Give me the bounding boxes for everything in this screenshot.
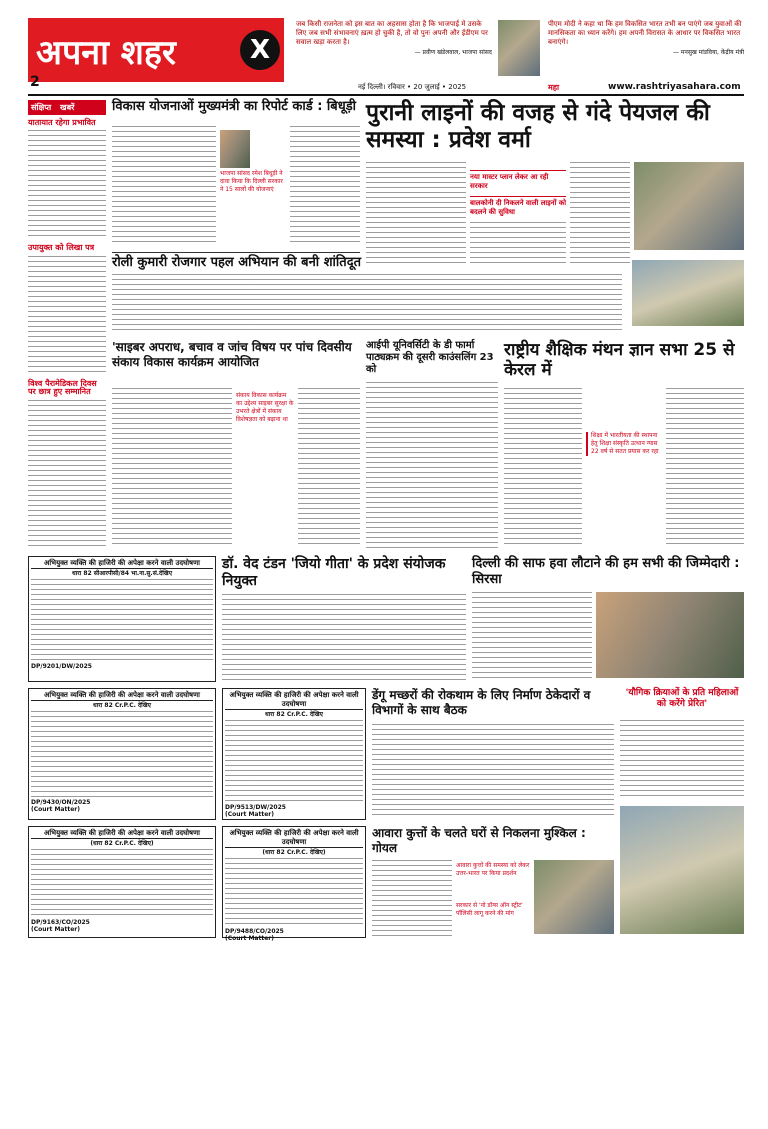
notice-2-court: (Court Matter)	[31, 806, 80, 813]
sidebar-item-3-title: विश्व पैरामेडिकल दिवस पर छात्र हुए सम्मानित	[28, 378, 97, 397]
story-dogs-photo	[534, 860, 614, 934]
story-cyber-body-2	[298, 388, 360, 548]
story-roli	[112, 256, 744, 336]
sidebar-item-1-body	[28, 130, 106, 240]
quote-left	[296, 20, 492, 78]
story-yoga-headline: 'यौगिक क्रियाओं के प्रति महिलाओं को करेंगे प्रेरित'	[625, 688, 739, 709]
story-bidhuri-quote-box	[220, 130, 286, 230]
notice-4-section: (धारा 82 Cr.P.C. देखिए)	[90, 840, 154, 847]
story-tandon-headline: डॉ. वेद टंडन 'जियो गीता' के प्रदेश संयोजक नियुक्त	[222, 556, 446, 589]
story-yoga-photo	[620, 806, 744, 934]
story-verma-sub2: बालकोनी दी निकलने वाली लाइनों को बदलने की सुविधा	[470, 196, 566, 217]
dateline-bar	[28, 82, 744, 96]
story-tandon-body	[222, 594, 466, 680]
story-bidhuri-body-1	[112, 126, 216, 246]
story-kerala-quote: शिक्षा में भारतीयता की स्थापना हेतु शिक्षा संस्कृति उत्थान न्यास 22 वर्ष से सतत प्रयास कर रहा	[586, 432, 662, 456]
story-sirsa-photo	[596, 592, 744, 678]
story-sirsa	[472, 556, 744, 682]
story-cyber-quote: संकाय विकास कार्यक्रम का उद्देश्य साइबर सुरक्षा के उभरते क्षेत्रों में संकाय विशेषज्ञता को बढ़ाना था	[236, 392, 294, 423]
sidebar-label-2: खबरें	[60, 103, 75, 112]
quote-right	[548, 20, 744, 78]
dateline: नई दिल्ली। रविवार • 20 जुलाई • 2025	[358, 83, 467, 91]
story-roli-headline: रोली कुमारी रोजगार पहल अभियान की बनी शांतिदूत	[112, 255, 362, 270]
story-kerala-body-1	[504, 388, 582, 548]
notice-4-ref: DP/9163/CO/2025	[31, 919, 90, 926]
story-ipu-body	[366, 382, 498, 548]
story-yoga-body	[620, 720, 744, 800]
story-dogs-quote2: सरकार से 'नो डॉग्स ऑन स्ट्रीट' पॉलिसी लागू करने की मांग	[456, 902, 523, 917]
notice-4-body	[31, 849, 213, 919]
notice-1	[28, 556, 216, 682]
notice-4-court: (Court Matter)	[31, 926, 80, 933]
notice-3-title: अभियुक्त व्यक्ति की हाजिरी की अपेक्षा करने वाली उदघोषणा	[225, 691, 363, 710]
story-dogs	[372, 826, 614, 938]
sidebar-item-3-body	[28, 400, 106, 550]
story-ipu-headline: आईपी यूनिवर्सिटी के डी फार्मा पाठ्यक्रम की दूसरी काउंसलिंग 23 को	[366, 340, 494, 375]
sidebar-item-2-body	[28, 256, 106, 376]
notice-3-body	[225, 720, 363, 804]
story-verma	[366, 100, 744, 268]
story-roli-body	[112, 274, 622, 334]
story-kerala	[504, 340, 744, 552]
story-dogs-headline: आवारा कुत्तों के चलते घरों से निकलना मुश्किल : गोयल	[372, 826, 586, 855]
story-ipu	[366, 340, 498, 552]
sidebar-label-1: संक्षिप्त	[31, 103, 52, 112]
quote-right-attr: — मनसुख मांडविया, केंद्रीय मंत्री	[673, 49, 744, 56]
sidebar	[28, 100, 106, 548]
notice-5	[222, 826, 366, 942]
story-cyber-headline: 'साइबर अपराध, बचाव व जांच विषय पर पांच दिवसीय संकाय विकास कार्यक्रम आयोजित	[112, 340, 352, 369]
notice-4-title: अभियुक्त व्यक्ति की हाजिरी की अपेक्षा करने वाली उदघोषणा	[31, 829, 213, 839]
story-verma-headline: पुरानी लाइनों की वजह से गंदे पेयजल की समस्या : प्रवेश वर्मा	[366, 100, 710, 153]
bidhuri-photo	[220, 130, 250, 168]
story-kerala-headline: राष्ट्रीय शैक्षिक मंथन ज्ञान सभा 25 से केरल में	[504, 340, 735, 380]
story-dengue-headline: डेंगू मच्छरों की रोकथाम के लिए निर्माण ठेकेदारों व विभागों के साथ बैठक	[372, 688, 591, 717]
brand: महा	[548, 83, 560, 92]
notice-2-section: धारा 82 Cr.P.C. देखिए	[93, 702, 151, 709]
notice-2-ref: DP/9430/ON/2025	[31, 799, 91, 806]
story-sirsa-headline: दिल्ली की साफ हवा लौटाने की हम सभी की जिम्मेदारी : सिरसा	[472, 556, 740, 587]
sidebar-item-2-title: उपायुक्त को लिखा पत्र	[28, 243, 95, 253]
story-bidhuri-body-2	[290, 126, 360, 246]
story-roli-photo	[632, 260, 744, 326]
notice-2	[28, 688, 216, 820]
notice-2-body	[31, 711, 213, 799]
story-bidhuri-headline: विकास योजनाओं मुख्यमंत्री का रिपोर्ट कार्ड : बिधूड़ी	[112, 99, 357, 114]
story-bidhuri	[112, 100, 360, 250]
quote-left-attr: — प्रवीण खंडेलवाल, भाजपा सांसद	[414, 49, 492, 56]
story-verma-body-1	[366, 162, 466, 266]
notice-5-court: (Court Matter)	[225, 935, 274, 942]
notice-1-ref: DP/9201/DW/2025	[31, 663, 92, 670]
website: www.rashtriyasahara.com	[608, 82, 741, 92]
story-yoga	[620, 688, 744, 938]
story-bidhuri-quote: भाजपा सांसद रमेश बिधूड़ी ने दावा किया कि दिल्ली सरकार ने 15 सालों की योजनाएं	[220, 170, 283, 193]
notice-2-title: अभियुक्त व्यक्ति की हाजिरी की अपेक्षा करने वाली उदघोषणा	[31, 691, 213, 701]
notice-3-court: (Court Matter)	[225, 811, 274, 818]
story-cyber-body-1	[112, 388, 232, 548]
story-verma-photo	[634, 162, 744, 250]
notice-1-title: अभियुक्त व्यक्ति की हाजिरी की अपेक्षा करने वाली उदघोषणा	[31, 559, 213, 569]
sidebar-item-1-title: यातायात रहेगा प्रभावित	[28, 118, 96, 127]
notice-5-ref: DP/9488/CO/2025	[225, 928, 284, 935]
masthead	[28, 18, 284, 82]
story-dogs-quote: आवारा कुत्तों की समस्या को लेकर उत्तर-भारत पर किया प्रदर्शन	[456, 862, 530, 877]
story-kerala-body-2	[666, 388, 744, 548]
story-tandon	[222, 556, 466, 682]
story-dengue	[372, 688, 614, 820]
notice-3-ref: DP/9513/DW/2025	[225, 804, 286, 811]
notice-5-body	[225, 858, 363, 928]
story-sirsa-body	[472, 592, 592, 680]
notice-1-section: धारा 82 सीआरपीसी/84 भा.ना.सु.सं.देखिए	[71, 570, 173, 577]
notice-5-title: अभियुक्त व्यक्ति की हाजिरी की अपेक्षा करने वाली उदघोषणा	[225, 829, 363, 848]
masthead-title: अपना शहर	[36, 33, 176, 73]
story-dengue-body	[372, 724, 614, 818]
notice-3	[222, 688, 366, 820]
story-cyber	[112, 340, 360, 552]
notice-4	[28, 826, 216, 938]
notice-5-section: (धारा 82 Cr.P.C. देखिए)	[262, 849, 326, 856]
story-dogs-body-1	[372, 860, 452, 936]
quote-right-text: पीएम मोदी ने कहा था कि हम विकसित भारत तभी बन पाएंगे जब युवाओं की मानसिकता का ध्यान करेंगे। हम अपनी विरासत के आधार पर विकसित भारत बनाएंगे।	[548, 20, 742, 46]
x-logo-icon: X	[240, 30, 280, 70]
notice-3-section: धारा 82 Cr.P.C. देखिए	[265, 711, 323, 718]
quote-left-text: जब किसी राजनेता को इस बात का अहसास होता है कि भाजपाई मे उसके लिए जब सभी संभावनाएं ख़त्म हो चुकी है, तो वो पुनः अपनी और ईडीएम पर सवाल खड़ा करता है।	[296, 20, 488, 46]
divider	[112, 252, 360, 253]
sidebar-label	[28, 100, 106, 115]
story-verma-body-3	[570, 162, 630, 266]
page-number: 2	[30, 74, 40, 90]
notice-1-body	[31, 579, 213, 663]
story-verma-sub1: नया मास्टर प्लान लेकर आ रही सरकार	[470, 170, 566, 191]
quote-left-photo	[498, 20, 540, 76]
